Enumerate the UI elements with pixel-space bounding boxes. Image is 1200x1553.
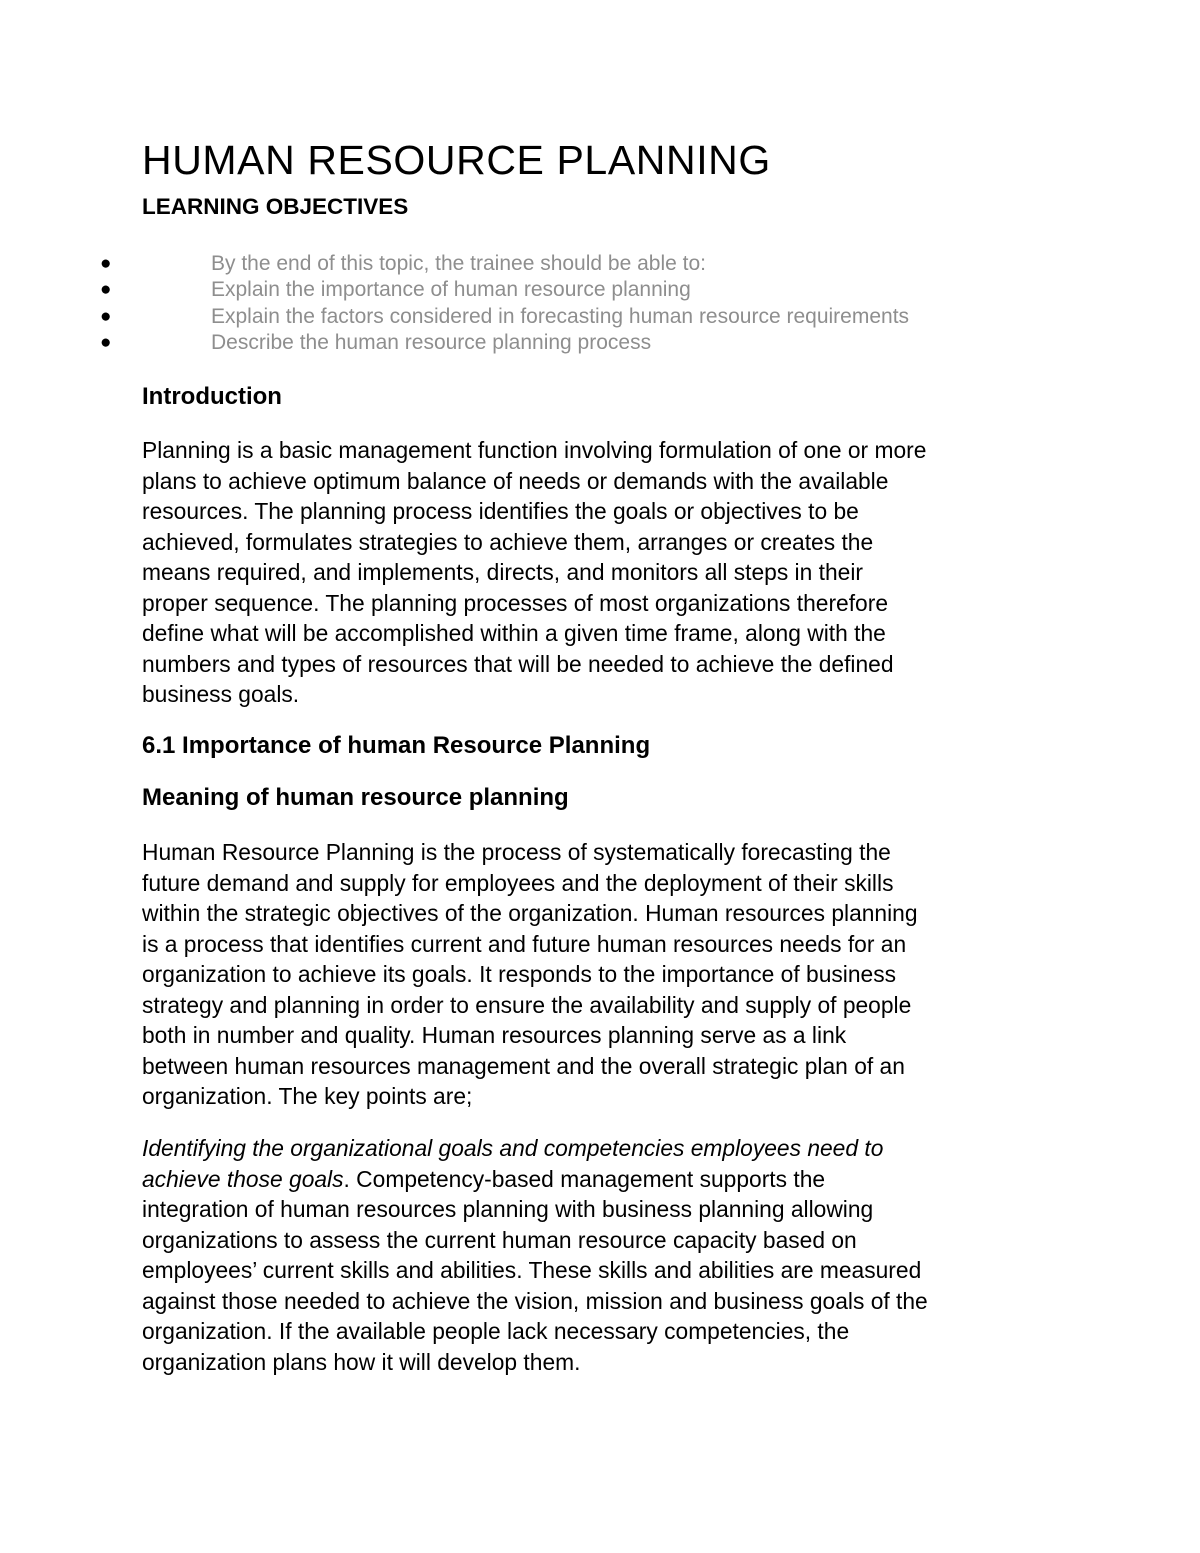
meaning-paragraph [142, 837, 1072, 1112]
paragraph-line: achieved, formulates strategies to achieve them, arranges or creates the [142, 528, 874, 555]
paragraph-line: proper sequence. The planning processes of most organizations therefore [142, 589, 888, 616]
bullet-icon: ● [100, 331, 112, 353]
document-title: HUMAN RESOURCE PLANNING [142, 137, 771, 183]
paragraph-line: resources. The planning process identifies the goals or objectives to be [142, 498, 859, 524]
italic-lead-text: achieve those goals [142, 1165, 344, 1192]
paragraph-line [142, 1133, 1072, 1164]
bullet-icon: ● [100, 253, 112, 274]
paragraph-line: employees’ current skills and abilities. These skills and abilities are measured [142, 1257, 922, 1283]
paragraph-line: organizations to assess the current human resource capacity based on [142, 1226, 857, 1253]
paragraph-line: business goals. [142, 681, 300, 707]
paragraph-line: organization plans how it will develop them. [142, 1348, 581, 1375]
paragraph-line: numbers and types of resources that will be needed to achieve the defined [142, 650, 894, 677]
objective-text: Describe the human resource planning process [211, 330, 652, 354]
objective-text: Explain the factors considered in forecasting human resource requirements [211, 304, 910, 328]
objective-text: Explain the importance of human resource planning [211, 278, 691, 302]
paragraph-line: organization to achieve its goals. It responds to the importance of business [142, 961, 897, 987]
paragraph-line: is a process that identifies current and future human resources needs for an [142, 930, 907, 957]
paragraph-line: integration of human resources planning with business planning allowing [142, 1196, 874, 1222]
learning-objectives-heading: LEARNING OBJECTIVES [142, 194, 409, 219]
paragraph-line: Planning is a basic management function involving formulation of one or more [142, 437, 927, 463]
paragraph-line: strategy and planning in order to ensure the availability and supply of people [142, 991, 912, 1018]
paragraph-line: within the strategic objectives of the organization. Human resources planning [142, 900, 918, 926]
introduction-paragraph [142, 435, 1072, 710]
paragraph-line: both in number and quality. Human resources planning serve as a link [142, 1022, 847, 1048]
meaning-heading: Meaning of human resource planning [142, 784, 569, 811]
paragraph-line: plans to achieve optimum balance of needs or demands with the available [142, 467, 889, 494]
paragraph-line: future demand and supply for employees and the deployment of their skills [142, 869, 894, 896]
bullet-icon: ● [100, 305, 112, 327]
paragraph-text: . Competency-based management supports the [343, 1165, 826, 1192]
paragraph-line: define what will be accomplished within a given time frame, along with the [142, 620, 886, 646]
paragraph-line: Human Resource Planning is the process of systematically forecasting the [142, 839, 891, 865]
italic-lead-text: Identifying the organizational goals and competencies employees need to [142, 1135, 884, 1161]
introduction-heading: Introduction [142, 383, 282, 410]
paragraph-line: means required, and implements, directs, and monitors all steps in their [142, 559, 863, 585]
paragraph-line: organization. The key points are; [142, 1083, 473, 1109]
bullet-icon: ● [100, 279, 112, 301]
paragraph-line: between human resources management and the overall strategic plan of an [142, 1052, 905, 1079]
paragraph-line [142, 1164, 1072, 1195]
paragraph-line: against those needed to achieve the vision, mission and business goals of the [142, 1287, 928, 1314]
competency-paragraph [142, 1133, 1072, 1377]
objective-text: By the end of this topic, the trainee should be able to: [211, 252, 706, 275]
section-heading: 6.1 Importance of human Resource Planning [142, 732, 651, 759]
paragraph-line: organization. If the available people lack necessary competencies, the [142, 1318, 850, 1344]
